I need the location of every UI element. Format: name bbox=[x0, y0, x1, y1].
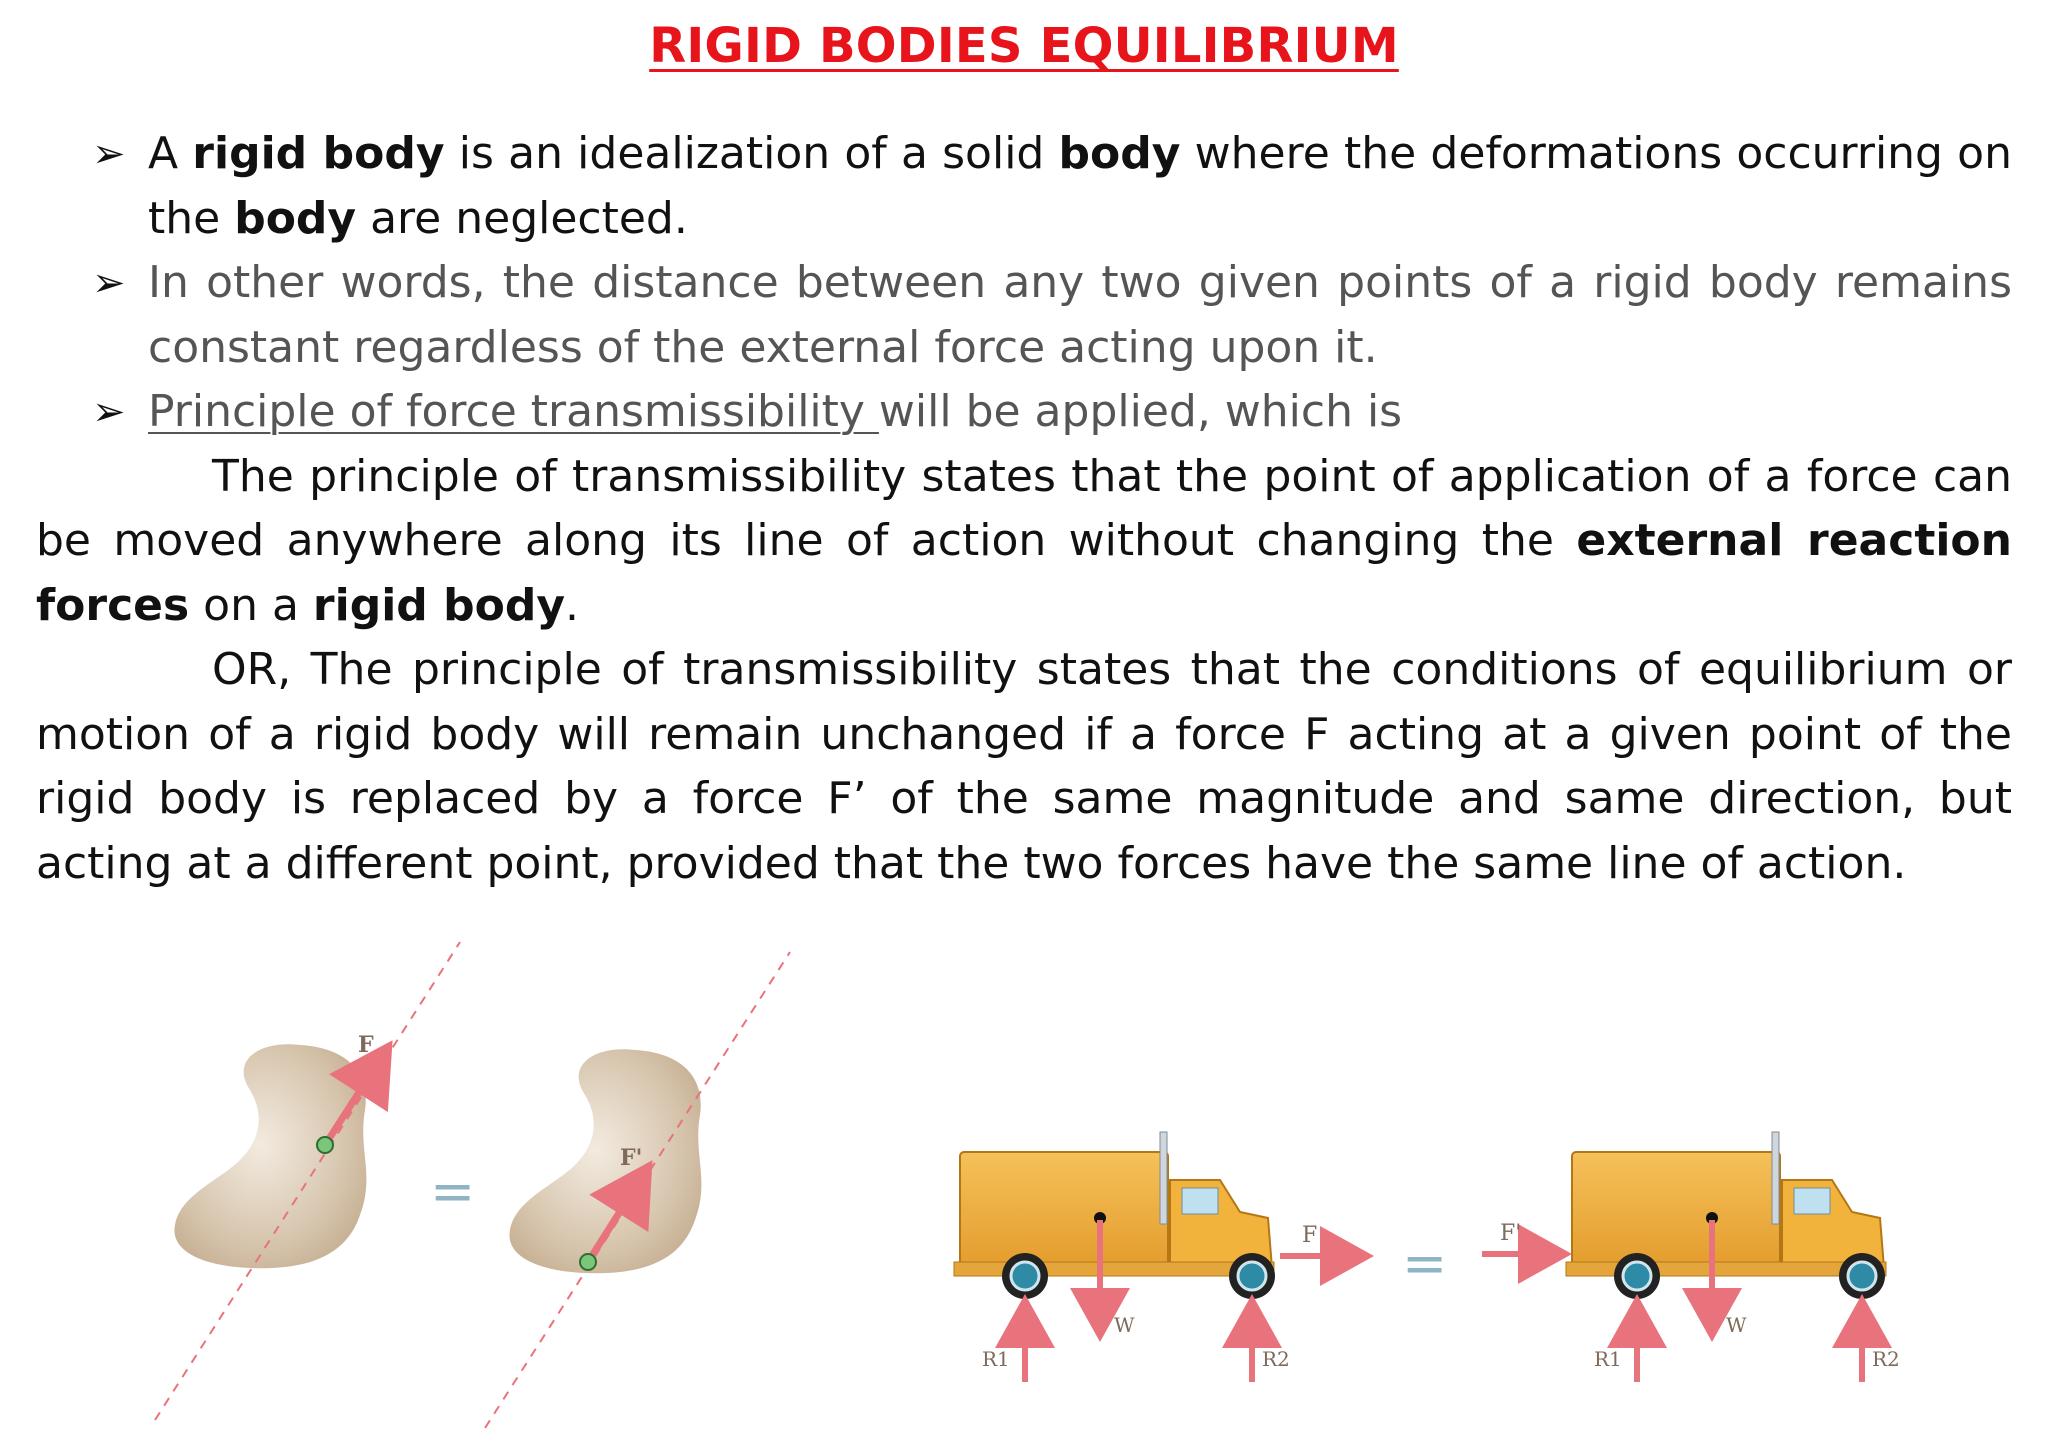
label-R1: R1 bbox=[1594, 1347, 1622, 1371]
wheel-hub bbox=[1848, 1262, 1876, 1290]
label-F-prime: F' bbox=[1500, 1221, 1522, 1246]
truck-before bbox=[954, 1132, 1362, 1382]
text-run: OR, The principle of transmissibility states that the conditions of equilibrium or motion of a rigid body will remain unchanged if a force F acting at a given point of the rigid body is replaced by a force F’ of the same magnitude and same direction, but acting at a different point, provided that the two forces have the same line of action. bbox=[36, 644, 2012, 889]
label-W: W bbox=[1726, 1313, 1747, 1337]
text-run-bold: rigid body bbox=[192, 128, 445, 179]
label-F: F bbox=[358, 1032, 374, 1058]
label-W: W bbox=[1114, 1313, 1135, 1337]
text-run: are neglected. bbox=[356, 192, 688, 244]
body-text bbox=[36, 122, 2012, 896]
label-R2: R2 bbox=[1262, 1347, 1290, 1371]
bullet-arrow-icon: ➢ bbox=[92, 389, 126, 435]
wheel-hub bbox=[1623, 1262, 1651, 1290]
text-run-bold: body bbox=[1058, 128, 1181, 179]
page-title: RIGID BODIES EQUILIBRIUM bbox=[649, 18, 1399, 74]
text-run-bold: external reaction forces bbox=[36, 515, 2012, 631]
label-R1: R1 bbox=[982, 1347, 1010, 1371]
bullet-arrow-icon: ➢ bbox=[92, 260, 126, 306]
truck-exhaust bbox=[1772, 1132, 1779, 1224]
label-F: F bbox=[1302, 1223, 1318, 1248]
bullet-text-2: In other words, the distance between any two given points of a rigid body remains constant regardless of the external force acting upon it. bbox=[148, 257, 2012, 373]
wheel-hub bbox=[1238, 1262, 1266, 1290]
truck-window bbox=[1794, 1188, 1830, 1214]
bullet-3 bbox=[92, 380, 2012, 445]
truck-window bbox=[1182, 1188, 1218, 1214]
bullet-1 bbox=[92, 122, 2012, 251]
text-run: . bbox=[565, 579, 579, 631]
truck-box bbox=[960, 1152, 1168, 1272]
text-run: on a bbox=[189, 579, 313, 631]
paragraph-1 bbox=[36, 445, 2012, 639]
text-run: will be applied, which is bbox=[878, 386, 1403, 437]
text-run: The principle of transmissibility states that the point of application of a force can be moved anywhere along its line of action without changing the bbox=[36, 450, 2012, 566]
truck-chassis bbox=[954, 1262, 1274, 1276]
rigid-body-after bbox=[485, 952, 790, 1428]
paragraph-2 bbox=[36, 638, 2012, 896]
application-point bbox=[317, 1137, 333, 1153]
text-run: A bbox=[148, 128, 193, 179]
rigid-body-shape bbox=[174, 1044, 366, 1268]
label-R2: R2 bbox=[1872, 1347, 1900, 1371]
application-point bbox=[580, 1254, 596, 1270]
truck-chassis bbox=[1566, 1262, 1886, 1276]
bullet-text-3 bbox=[148, 380, 2012, 445]
equals-sign-2: = bbox=[1402, 1232, 1448, 1295]
figures bbox=[0, 930, 2048, 1448]
rigid-body-before bbox=[155, 942, 460, 1420]
truck-after bbox=[1482, 1132, 1900, 1382]
text-run: is an idealization of a solid bbox=[444, 128, 1059, 179]
text-run-bold: rigid body bbox=[312, 579, 565, 631]
text-run: where the deformations occurring on the bbox=[148, 128, 2012, 244]
bullet-2 bbox=[92, 251, 2012, 380]
principle-link-text: Principle of force transmissibility bbox=[148, 386, 879, 437]
bullet-arrow-icon: ➢ bbox=[92, 131, 126, 177]
text-run-bold: body bbox=[234, 192, 357, 244]
label-F-prime: F' bbox=[620, 1145, 643, 1171]
truck-exhaust bbox=[1160, 1132, 1167, 1224]
bullet-text-1 bbox=[148, 122, 2012, 251]
equals-sign-1: = bbox=[430, 1160, 476, 1223]
wheel-hub bbox=[1011, 1262, 1039, 1290]
truck-box bbox=[1572, 1152, 1780, 1272]
